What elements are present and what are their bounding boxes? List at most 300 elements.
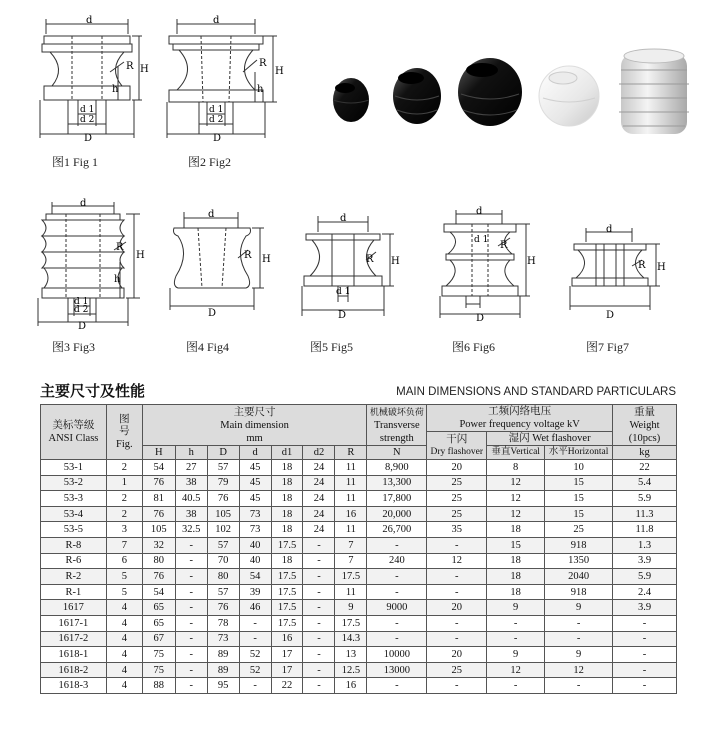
cell-d: 52: [239, 662, 271, 678]
cell-D: 73: [207, 631, 239, 647]
cell-transverse-strength: -: [367, 615, 427, 631]
cell-weight: 3.9: [613, 553, 677, 569]
cell-d1: 18: [271, 460, 303, 476]
cell-D: 89: [207, 662, 239, 678]
cell-wet-horizontal: 9: [545, 647, 613, 663]
cell-wet-horizontal: 12: [545, 662, 613, 678]
cell-h: 40.5: [175, 491, 207, 507]
cell-weight: -: [613, 662, 677, 678]
cell-H: 76: [142, 475, 175, 491]
header-dim-en: Main dimension: [220, 419, 289, 431]
figure-3: [34, 198, 144, 330]
figure-6-drawing: [436, 206, 536, 322]
cell-dry-flashover: 20: [427, 647, 487, 663]
header-dim-cn: 主要尺寸: [233, 406, 276, 418]
cell-d1: 17.5: [271, 537, 303, 553]
table-row: [41, 506, 677, 522]
cell-R: 13: [335, 647, 367, 663]
fig2-label-d2: d 2: [209, 115, 224, 125]
header-dry-en: Dry flashover: [430, 446, 484, 457]
fig4-label-h: H: [262, 254, 271, 265]
cell-d1: 18: [271, 522, 303, 538]
cell-wet-vertical: 18: [487, 584, 545, 600]
cell-h: -: [175, 537, 207, 553]
cell-weight: 5.9: [613, 569, 677, 585]
cell-H: 32: [142, 537, 175, 553]
cell-H: 88: [142, 678, 175, 694]
fig6-label-d: d: [476, 206, 483, 217]
fig2-label-D: D: [213, 133, 222, 144]
cell-d: -: [239, 631, 271, 647]
cell-D: 57: [207, 537, 239, 553]
cell-H: 105: [142, 522, 175, 538]
cell-weight: 22: [613, 460, 677, 476]
cell-fig: 4: [106, 678, 142, 694]
cell-transverse-strength: 13,300: [367, 475, 427, 491]
cell-D: 80: [207, 569, 239, 585]
cell-d2: -: [303, 631, 335, 647]
insulator-photo-5: [619, 49, 689, 134]
cell-dry-flashover: 12: [427, 553, 487, 569]
cell-D: 57: [207, 584, 239, 600]
header-col-d2: d2: [303, 446, 335, 460]
cell-d2: 24: [303, 460, 335, 476]
header-transverse: [367, 405, 427, 446]
cell-D: 78: [207, 615, 239, 631]
cell-d1: 16: [271, 631, 303, 647]
header-trans-cn: 机械破坏负荷: [369, 406, 424, 417]
header-dry: [427, 432, 487, 460]
fig2-label-h-lower: h: [257, 84, 264, 95]
header-weight-en: Weight: [629, 419, 660, 431]
header-wet: 湿闪 Wet flashover: [487, 432, 613, 446]
cell-ansi-class: R-1: [41, 584, 107, 600]
cell-R: 11: [335, 522, 367, 538]
product-photo: [325, 40, 710, 140]
header-fig: [106, 405, 142, 460]
cell-transverse-strength: 9000: [367, 600, 427, 616]
figure-5-drawing: [298, 212, 398, 320]
fig7-label-d: d: [606, 224, 613, 235]
cell-h: -: [175, 631, 207, 647]
cell-fig: 4: [106, 647, 142, 663]
fig3-label-r: R: [116, 242, 124, 253]
cell-D: 70: [207, 553, 239, 569]
cell-weight: 1.3: [613, 537, 677, 553]
fig1-caption: 图1 Fig 1: [52, 155, 99, 169]
fig4-caption: 图4 Fig4: [186, 340, 230, 354]
insulator-photo-1: [333, 78, 369, 122]
cell-fig: 1: [106, 475, 142, 491]
fig1-label-h-upper: H: [140, 64, 149, 75]
fig2-caption: 图2 Fig2: [188, 155, 232, 169]
cell-R: 14.3: [335, 631, 367, 647]
cell-H: 76: [142, 569, 175, 585]
spec-table: [40, 404, 677, 694]
cell-d1: 18: [271, 506, 303, 522]
cell-d1: 17.5: [271, 569, 303, 585]
cell-H: 54: [142, 584, 175, 600]
header-main-dimension: [142, 405, 367, 446]
header-pf-cn: 工频闪络电压: [488, 406, 552, 417]
cell-R: 11: [335, 460, 367, 476]
fig1-label-h-lower: h: [112, 84, 119, 95]
cell-wet-vertical: 8: [487, 460, 545, 476]
cell-d2: 24: [303, 506, 335, 522]
cell-d2: -: [303, 569, 335, 585]
cell-d: 73: [239, 522, 271, 538]
header-col-d1: d1: [271, 446, 303, 460]
cell-ansi-class: 53-1: [41, 460, 107, 476]
fig5-label-h: H: [391, 256, 400, 267]
cell-wet-vertical: 15: [487, 537, 545, 553]
cell-d2: -: [303, 537, 335, 553]
fig6-label-D: D: [476, 313, 485, 324]
cell-weight: 5.4: [613, 475, 677, 491]
cell-ansi-class: 1617: [41, 600, 107, 616]
cell-d2: -: [303, 584, 335, 600]
cell-d1: 18: [271, 553, 303, 569]
cell-d: 45: [239, 491, 271, 507]
cell-wet-horizontal: 15: [545, 491, 613, 507]
cell-ansi-class: 53-2: [41, 475, 107, 491]
cell-transverse-strength: 20,000: [367, 506, 427, 522]
cell-wet-horizontal: 9: [545, 600, 613, 616]
cell-d2: 24: [303, 475, 335, 491]
cell-wet-vertical: -: [487, 631, 545, 647]
header-weight-cn: 重量: [634, 406, 655, 418]
cell-R: 12.5: [335, 662, 367, 678]
cell-ansi-class: 1617-1: [41, 615, 107, 631]
header-horizontal: 水平Horizontal: [545, 446, 613, 460]
fig7-caption: 图7 Fig7: [586, 340, 630, 354]
cell-transverse-strength: 13000: [367, 662, 427, 678]
cell-h: -: [175, 553, 207, 569]
cell-wet-horizontal: 25: [545, 522, 613, 538]
fig7-label-h: H: [657, 262, 666, 273]
cell-h: 38: [175, 506, 207, 522]
cell-dry-flashover: 25: [427, 506, 487, 522]
fig7-label-D: D: [606, 310, 615, 321]
cell-d: 40: [239, 553, 271, 569]
fig6-label-h: H: [527, 256, 536, 267]
table-row: [41, 522, 677, 538]
cell-fig: 2: [106, 460, 142, 476]
fig3-label-h-upper: H: [136, 250, 145, 261]
cell-ansi-class: R-2: [41, 569, 107, 585]
cell-fig: 4: [106, 631, 142, 647]
fig5-caption: 图5 Fig5: [310, 340, 354, 354]
cell-wet-horizontal: 15: [545, 506, 613, 522]
cell-d: 73: [239, 506, 271, 522]
cell-d1: 18: [271, 475, 303, 491]
cell-d: 40: [239, 537, 271, 553]
cell-dry-flashover: -: [427, 678, 487, 694]
insulator-photo-4: [539, 66, 599, 126]
table-row: [41, 553, 677, 569]
cell-transverse-strength: -: [367, 537, 427, 553]
cell-ansi-class: 53-5: [41, 522, 107, 538]
cell-weight: 11.3: [613, 506, 677, 522]
fig6-label-r: R: [500, 240, 508, 251]
figure-5: [298, 212, 398, 320]
cell-R: 7: [335, 537, 367, 553]
cell-d2: -: [303, 678, 335, 694]
header-dry-cn: 干闪: [446, 433, 468, 445]
figure-2: [163, 14, 283, 142]
spec-table-head: [41, 405, 677, 460]
figure-3-drawing: [34, 198, 144, 330]
fig2-label-d1: d 1: [209, 105, 224, 115]
cell-R: 7: [335, 553, 367, 569]
header-col-d: d: [239, 446, 271, 460]
cell-h: -: [175, 662, 207, 678]
cell-wet-vertical: 12: [487, 491, 545, 507]
cell-H: 80: [142, 553, 175, 569]
fig5-label-d1: d 1: [336, 287, 351, 297]
cell-transverse-strength: -: [367, 631, 427, 647]
cell-ansi-class: R-8: [41, 537, 107, 553]
figure-4: [168, 206, 271, 319]
cell-D: 89: [207, 647, 239, 663]
table-row: [41, 475, 677, 491]
cell-D: 95: [207, 678, 239, 694]
header-col-H: H: [142, 446, 175, 460]
cell-ansi-class: R-6: [41, 553, 107, 569]
figure-4-drawing: [168, 206, 271, 319]
cell-wet-vertical: 9: [487, 600, 545, 616]
cell-h: -: [175, 600, 207, 616]
cell-H: 67: [142, 631, 175, 647]
cell-d: -: [239, 615, 271, 631]
insulator-photo-2: [393, 68, 441, 124]
header-weight-pcs: (10pcs): [628, 432, 661, 444]
cell-fig: 5: [106, 584, 142, 600]
cell-d2: 24: [303, 522, 335, 538]
fig4-label-D: D: [208, 308, 217, 319]
header-power-frequency: [427, 405, 613, 432]
cell-d: 52: [239, 647, 271, 663]
header-fig-en: Fig.: [116, 438, 133, 450]
cell-wet-horizontal: 2040: [545, 569, 613, 585]
header-weight: [613, 405, 677, 446]
table-row: [41, 537, 677, 553]
cell-transverse-strength: 8,900: [367, 460, 427, 476]
cell-ansi-class: 53-4: [41, 506, 107, 522]
cell-d2: -: [303, 647, 335, 663]
cell-ansi-class: 1618-2: [41, 662, 107, 678]
cell-D: 102: [207, 522, 239, 538]
cell-dry-flashover: 20: [427, 460, 487, 476]
cell-d1: 18: [271, 491, 303, 507]
cell-fig: 3: [106, 522, 142, 538]
cell-d1: 17.5: [271, 615, 303, 631]
cell-transverse-strength: -: [367, 678, 427, 694]
cell-weight: -: [613, 615, 677, 631]
cell-wet-vertical: 9: [487, 647, 545, 663]
cell-wet-vertical: 18: [487, 522, 545, 538]
cell-weight: -: [613, 647, 677, 663]
fig5-label-r: R: [366, 254, 374, 265]
cell-D: 105: [207, 506, 239, 522]
table-row: [41, 662, 677, 678]
cell-H: 81: [142, 491, 175, 507]
table-row: [41, 569, 677, 585]
header-ansi-en: ANSI Class: [48, 433, 99, 444]
cell-H: 54: [142, 460, 175, 476]
cell-d: 46: [239, 600, 271, 616]
cell-D: 79: [207, 475, 239, 491]
section-title-cn: 主要尺寸及性能: [40, 382, 146, 400]
cell-h: -: [175, 678, 207, 694]
cell-d: -: [239, 678, 271, 694]
fig5-label-d: d: [340, 213, 347, 224]
header-fig-cn: 图号: [119, 413, 130, 437]
cell-wet-horizontal: 15: [545, 475, 613, 491]
table-row: [41, 600, 677, 616]
cell-dry-flashover: -: [427, 537, 487, 553]
cell-ansi-class: 53-3: [41, 491, 107, 507]
cell-h: -: [175, 584, 207, 600]
cell-R: 17.5: [335, 569, 367, 585]
cell-ansi-class: 1617-2: [41, 631, 107, 647]
product-photo-drawing: [325, 40, 710, 140]
fig6-caption: 图6 Fig6: [452, 340, 496, 354]
cell-transverse-strength: 10000: [367, 647, 427, 663]
figure-1: [36, 14, 149, 144]
cell-h: -: [175, 569, 207, 585]
cell-R: 17.5: [335, 615, 367, 631]
cell-transverse-strength: 240: [367, 553, 427, 569]
cell-ansi-class: 1618-3: [41, 678, 107, 694]
cell-wet-horizontal: 1350: [545, 553, 613, 569]
fig1-label-d2: d 2: [80, 115, 95, 125]
cell-transverse-strength: 17,800: [367, 491, 427, 507]
cell-wet-vertical: 12: [487, 475, 545, 491]
cell-transverse-strength: 26,700: [367, 522, 427, 538]
cell-D: 76: [207, 491, 239, 507]
cell-d1: 17.5: [271, 600, 303, 616]
cell-h: 32.5: [175, 522, 207, 538]
fig1-label-d: d: [86, 15, 93, 26]
cell-fig: 2: [106, 506, 142, 522]
fig3-label-d2: d 2: [74, 305, 89, 315]
cell-dry-flashover: 20: [427, 600, 487, 616]
cell-H: 65: [142, 600, 175, 616]
cell-fig: 7: [106, 537, 142, 553]
section-title-en: MAIN DIMENSIONS AND STANDARD PARTICULARS: [396, 386, 676, 398]
cell-d2: -: [303, 662, 335, 678]
fig3-label-d: d: [80, 198, 87, 209]
cell-d1: 22: [271, 678, 303, 694]
figure-7-drawing: [566, 224, 666, 320]
cell-h: 27: [175, 460, 207, 476]
cell-R: 11: [335, 584, 367, 600]
cell-fig: 4: [106, 615, 142, 631]
table-row: [41, 584, 677, 600]
cell-wet-horizontal: -: [545, 615, 613, 631]
table-row: [41, 647, 677, 663]
cell-H: 75: [142, 662, 175, 678]
fig3-label-h-lower: h: [114, 274, 121, 285]
cell-H: 65: [142, 615, 175, 631]
cell-h: -: [175, 615, 207, 631]
cell-transverse-strength: -: [367, 584, 427, 600]
header-ansi: [41, 405, 107, 460]
figure-2-drawing: [163, 14, 283, 142]
cell-d1: 17: [271, 647, 303, 663]
fig4-label-r: R: [244, 250, 252, 261]
header-pf-en: Power frequency voltage kV: [459, 419, 580, 430]
cell-ansi-class: 1618-1: [41, 647, 107, 663]
table-row: [41, 678, 677, 694]
cell-R: 11: [335, 475, 367, 491]
cell-dry-flashover: -: [427, 615, 487, 631]
cell-wet-vertical: 18: [487, 553, 545, 569]
header-trans-en1: Transverse: [373, 419, 420, 431]
cell-fig: 6: [106, 553, 142, 569]
insulator-photo-3: [458, 58, 522, 126]
cell-d2: -: [303, 553, 335, 569]
header-weight-unit: kg: [613, 446, 677, 460]
cell-dry-flashover: 25: [427, 662, 487, 678]
spec-table-body: [41, 460, 677, 694]
header-trans-unit: N: [367, 446, 427, 460]
fig7-label-r: R: [638, 260, 646, 271]
fig3-label-d1: d 1: [74, 297, 89, 307]
fig1-label-D: D: [84, 133, 93, 144]
cell-wet-vertical: -: [487, 615, 545, 631]
cell-dry-flashover: 35: [427, 522, 487, 538]
header-col-D: D: [207, 446, 239, 460]
header-vertical: 垂直Vertical: [487, 446, 545, 460]
cell-fig: 4: [106, 600, 142, 616]
fig2-label-d: d: [213, 15, 220, 26]
fig4-label-d: d: [208, 209, 215, 220]
cell-D: 76: [207, 600, 239, 616]
cell-weight: -: [613, 631, 677, 647]
header-col-R: R: [335, 446, 367, 460]
header-col-h: h: [175, 446, 207, 460]
cell-d1: 17.5: [271, 584, 303, 600]
cell-R: 16: [335, 506, 367, 522]
cell-fig: 5: [106, 569, 142, 585]
cell-d: 45: [239, 475, 271, 491]
cell-d: 39: [239, 584, 271, 600]
cell-wet-horizontal: -: [545, 631, 613, 647]
cell-wet-horizontal: 918: [545, 537, 613, 553]
cell-d2: -: [303, 615, 335, 631]
table-row: [41, 491, 677, 507]
cell-R: 16: [335, 678, 367, 694]
figure-6: [436, 206, 536, 322]
cell-d2: -: [303, 600, 335, 616]
cell-wet-horizontal: -: [545, 678, 613, 694]
fig1-label-r: R: [126, 61, 134, 72]
cell-fig: 2: [106, 491, 142, 507]
cell-D: 57: [207, 460, 239, 476]
cell-dry-flashover: -: [427, 584, 487, 600]
cell-weight: 5.9: [613, 491, 677, 507]
figure-1-drawing: [36, 14, 149, 144]
cell-d1: 17: [271, 662, 303, 678]
fig6-label-d1: d 1: [474, 235, 489, 245]
header-trans-en2: strength: [379, 432, 414, 444]
cell-dry-flashover: 25: [427, 475, 487, 491]
fig1-label-d1: d 1: [80, 105, 95, 115]
cell-d: 45: [239, 460, 271, 476]
cell-wet-vertical: 12: [487, 662, 545, 678]
